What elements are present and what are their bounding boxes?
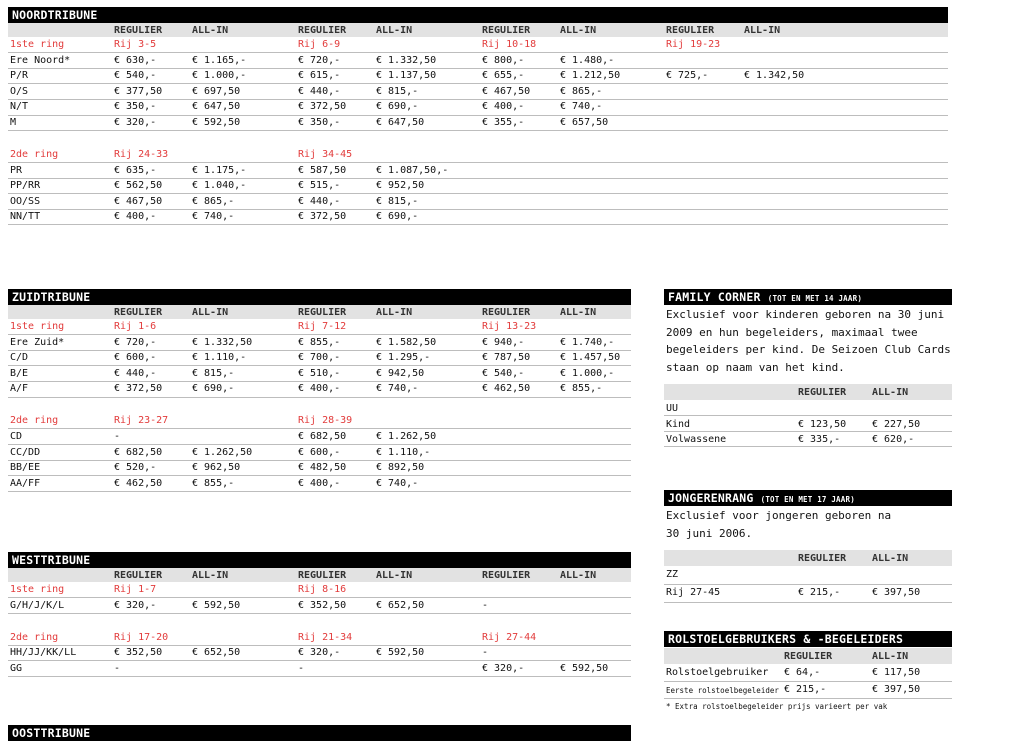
noordtribune-cell: P/R [10,70,29,82]
family-cell: € 123,50 [798,418,847,430]
westtribune-cell: € 652,50 [192,647,241,659]
oosttribune-title: OOSTTRIBUNE [8,725,631,741]
family-cell: Kind [666,418,691,430]
noordtribune-col-header: ALL-IN [744,25,781,36]
westtribune-cell: HH/JJ/KK/LL [10,647,77,659]
noordtribune-cell: € 440,- [298,195,341,207]
zuidtribune-cell: AA/FF [10,477,41,489]
westtribune-cell: - [482,647,489,659]
westtribune-cell: - [114,662,121,674]
noordtribune-row-rule [8,130,948,131]
zuidtribune-col-header: ALL-IN [376,307,413,318]
zuidtribune-col-header: ALL-IN [560,307,597,318]
family-description-line: Exclusief voor kinderen geboren na 30 juni [666,308,945,321]
jongeren-cell: € 397,50 [872,587,921,598]
zuidtribune-cell: CD [10,430,23,442]
noordtribune-cell: € 562,50 [114,180,163,192]
westtribune-col-header: ALL-IN [192,570,229,581]
zuidtribune-cell: € 855,- [192,477,235,489]
zuidtribune-cell: € 482,50 [298,462,347,474]
noordtribune-cell: € 1.212,50 [560,70,621,82]
noordtribune-cell: € 400,- [114,211,157,223]
noordtribune-cell: € 1.137,50 [376,70,437,82]
jongeren-subtitle: (TOT EN MET 17 JAAR) [760,495,855,504]
jongeren-title-text: JONGERENRANG [668,491,754,505]
rolstoel-title-text: ROLSTOELGEBRUIKERS & -BEGELEIDERS [668,632,904,646]
noordtribune-cell: € 1.087,50,- [376,164,449,176]
westtribune-ring-label: Rij 8-16 [298,584,347,595]
noordtribune-cell: OO/SS [10,195,41,207]
noordtribune-cell: € 587,50 [298,164,347,176]
noordtribune-ring-label: Rij 10-18 [482,39,537,50]
westtribune-cell: € 592,50 [560,662,609,674]
noordtribune-cell: € 1.165,- [192,54,247,66]
jongeren-row-rule [664,602,952,603]
zuidtribune-title: ZUIDTRIBUNE [8,289,631,305]
zuidtribune-cell: € 1.295,- [376,352,431,364]
zuidtribune-ring-label: 1ste ring [10,321,65,332]
rolstoel-col-header: REGULIER [784,651,833,662]
westtribune-cell: € 320,- [482,662,525,674]
zuidtribune-cell: € 1.740,- [560,336,615,348]
noordtribune-ring-label: Rij 6-9 [298,39,341,50]
noordtribune-cell: € 1.342,50 [744,70,805,82]
noordtribune-cell: € 1.480,- [560,54,615,66]
zuidtribune-cell: € 1.262,50 [192,446,253,458]
noordtribune-ring-label: Rij 34-45 [298,148,353,160]
noordtribune-cell: € 690,- [376,101,419,113]
family-description-line: 2009 en hun begeleiders, maximaal twee [666,325,918,339]
zuidtribune-ring-label: 2de ring [10,415,59,427]
zuidtribune-col-header: REGULIER [298,307,347,318]
zuidtribune-cell: € 700,- [298,352,341,364]
rolstoel-cell: € 215,- [784,684,827,695]
westtribune-ring-label: Rij 17-20 [114,631,169,643]
zuidtribune-cell: € 1.110,- [192,352,247,364]
noordtribune-cell: € 635,- [114,164,157,176]
noordtribune-cell: € 697,50 [192,85,241,97]
zuidtribune-cell: € 690,- [192,383,235,395]
noordtribune-title: NOORDTRIBUNE [8,7,948,23]
noordtribune-cell: € 592,50 [192,117,241,128]
noordtribune-ring-label: Rij 24-33 [114,148,169,160]
rolstoel-title [664,631,952,647]
noordtribune-cell: € 690,- [376,211,419,223]
zuidtribune-cell: € 372,50 [114,383,163,395]
noordtribune-cell: € 865,- [192,195,235,207]
family-row-rule [664,415,952,416]
family-cell: Volwassene [666,434,727,446]
zuidtribune-cell: € 1.582,50 [376,336,437,348]
zuidtribune-cell: € 1.000,- [560,367,615,379]
zuidtribune-cell: € 1.457,50 [560,352,621,364]
noordtribune-cell: € 815,- [376,85,419,97]
rolstoel-cell: Eerste rolstoelbegeleider [666,686,779,695]
noordtribune-cell: € 372,50 [298,101,347,113]
family-subtitle: (TOT EN MET 14 JAAR) [767,294,863,303]
noordtribune-cell: € 377,50 [114,85,163,97]
rolstoel-cell: € 64,- [784,667,821,678]
zuidtribune-cell: € 720,- [114,336,157,348]
noordtribune-col-header: REGULIER [298,25,347,36]
zuidtribune-cell: € 462,50 [114,477,163,489]
noordtribune-cell: € 467,50 [114,195,163,207]
westtribune-col-header: REGULIER [482,570,531,581]
zuidtribune-cell: B/E [10,367,29,379]
family-col-header: REGULIER [798,387,847,398]
family-title-text: FAMILY CORNER [668,290,761,304]
zuidtribune-ring-label: Rij 13-23 [482,321,537,332]
noordtribune-cell: € 657,50 [560,117,609,128]
zuidtribune-cell: € 600,- [114,352,157,364]
westtribune-col-header: REGULIER [114,570,163,581]
noordtribune-col-header: ALL-IN [560,25,597,36]
noordtribune-cell: € 615,- [298,70,341,82]
noordtribune-cell: PR [10,164,23,176]
noordtribune-cell: € 350,- [298,117,341,128]
noordtribune-cell: € 350,- [114,101,157,113]
noordtribune-cell: € 355,- [482,117,525,128]
rolstoel-cell: Rolstoelgebruiker [666,667,769,678]
zuidtribune-cell: € 682,50 [114,446,163,458]
zuidtribune-cell: A/F [10,383,29,395]
family-row-rule [664,446,952,447]
westtribune-cell: - [298,662,305,674]
noordtribune-cell: € 725,- [666,70,709,82]
jongeren-description-line: 30 juni 2006. [666,526,753,540]
zuidtribune-col-header: ALL-IN [192,307,229,318]
noordtribune-row-rule [8,224,948,225]
zuidtribune-cell: € 1.262,50 [376,430,437,442]
noordtribune-cell: N/T [10,101,29,113]
jongeren-col-header: ALL-IN [872,553,909,564]
noordtribune-cell: NN/TT [10,211,41,223]
westtribune-row-rule [8,676,631,677]
noordtribune-cell: € 720,- [298,54,341,66]
family-description-line: staan op naam van het kind. [666,360,845,374]
noordtribune-cell: € 800,- [482,54,525,66]
zuidtribune-cell: € 510,- [298,367,341,379]
zuidtribune-cell: C/D [10,352,29,364]
zuidtribune-ring-label: Rij 23-27 [114,415,169,427]
noordtribune-cell: € 1.040,- [192,180,247,192]
zuidtribune-ring-label: Rij 1-6 [114,321,157,332]
westtribune-cell: € 320,- [114,599,157,611]
noordtribune-cell: € 372,50 [298,211,347,223]
zuidtribune-cell: € 855,- [298,336,341,348]
westtribune-cell: GG [10,662,23,674]
noordtribune-cell: € 540,- [114,70,157,82]
noordtribune-cell: € 467,50 [482,85,531,97]
noordtribune-col-header: ALL-IN [376,25,413,36]
zuidtribune-cell: € 1.332,50 [192,336,253,348]
westtribune-row-rule [8,660,631,661]
jongeren-cell: ZZ [666,569,679,580]
zuidtribune-cell: € 540,- [482,367,525,379]
noordtribune-col-header: REGULIER [482,25,531,36]
rolstoel-footnote: * Extra rolstoelbegeleider prijs varieert per vak [666,702,888,711]
zuidtribune-cell: € 892,50 [376,462,425,474]
family-cell: € 335,- [798,434,841,446]
jongeren-cell: € 215,- [798,587,841,598]
family-description-line: begeleiders per kind. De Seizoen Club Cards [666,343,951,356]
zuidtribune-cell: € 400,- [298,383,341,395]
westtribune-ring-label: 2de ring [10,631,59,643]
rolstoel-col-header: ALL-IN [872,651,909,662]
jongeren-col-header: REGULIER [798,553,847,564]
westtribune-cell: € 592,50 [376,647,425,659]
noordtribune-cell: € 647,50 [192,101,241,113]
zuidtribune-col-header: REGULIER [482,307,531,318]
westtribune-cell: € 320,- [298,647,341,659]
zuidtribune-row-rule [8,397,631,398]
noordtribune-ring-label: 1ste ring [10,39,65,50]
family-col-header: ALL-IN [872,387,909,398]
noordtribune-cell: O/S [10,85,29,97]
rolstoel-row-rule [664,698,952,699]
zuidtribune-col-header: REGULIER [114,307,163,318]
jongeren-description-line: Exclusief voor jongeren geboren na [666,509,892,522]
family-cell: € 227,50 [872,418,921,430]
westtribune-col-header: ALL-IN [376,570,413,581]
noordtribune-cell: € 865,- [560,85,603,97]
rolstoel-cell: € 117,50 [872,667,921,678]
jongeren-title [664,490,952,506]
family-title [664,289,952,305]
westtribune-cell: G/H/J/K/L [10,599,65,611]
family-cell: € 620,- [872,434,915,446]
zuidtribune-cell: € 940,- [482,336,525,348]
noordtribune-ring-label: Rij 19-23 [666,39,721,50]
noordtribune-cell: € 320,- [114,117,157,128]
westtribune-ring-label: Rij 21-34 [298,631,353,643]
noordtribune-cell: PP/RR [10,180,41,192]
zuidtribune-cell: € 962,50 [192,462,241,474]
family-cell: UU [666,403,679,414]
noordtribune-cell: € 740,- [560,101,603,113]
noordtribune-cell: € 515,- [298,180,341,192]
westtribune-title: WESTTRIBUNE [8,552,631,568]
noordtribune-cell: Ere Noord* [10,54,71,66]
zuidtribune-cell: € 740,- [376,383,419,395]
zuidtribune-cell: € 682,50 [298,430,347,442]
noordtribune-cell: € 1.000,- [192,70,247,82]
zuidtribune-cell: € 1.110,- [376,446,431,458]
zuidtribune-cell: BB/EE [10,462,41,474]
westtribune-cell: € 352,50 [114,647,163,659]
noordtribune-cell: M [10,117,17,128]
zuidtribune-cell: € 740,- [376,477,419,489]
rolstoel-cell: € 397,50 [872,684,921,695]
jongeren-row-rule [664,584,952,585]
westtribune-ring-label: 1ste ring [10,584,65,595]
zuidtribune-cell: € 440,- [114,367,157,379]
noordtribune-col-header: ALL-IN [192,25,229,36]
zuidtribune-cell: - [114,430,121,442]
westtribune-cell: € 352,50 [298,599,347,611]
noordtribune-cell: € 1.175,- [192,164,247,176]
noordtribune-ring-label: Rij 3-5 [114,39,157,50]
rolstoel-row-rule [664,681,952,682]
zuidtribune-cell: € 520,- [114,462,157,474]
zuidtribune-row-rule [8,491,631,492]
zuidtribune-cell: € 942,50 [376,367,425,379]
noordtribune-ring-label: 2de ring [10,148,59,160]
noordtribune-cell: € 952,50 [376,180,425,192]
westtribune-col-header: ALL-IN [560,570,597,581]
noordtribune-cell: € 647,50 [376,117,425,128]
zuidtribune-ring-label: Rij 28-39 [298,415,353,427]
noordtribune-cell: € 740,- [192,211,235,223]
westtribune-ring-label: Rij 27-44 [482,631,537,643]
zuidtribune-cell: € 600,- [298,446,341,458]
zuidtribune-cell: Ere Zuid* [10,336,65,348]
zuidtribune-cell: € 815,- [192,367,235,379]
westtribune-cell: € 592,50 [192,599,241,611]
noordtribune-cell: € 815,- [376,195,419,207]
family-row-rule [664,431,952,432]
westtribune-ring-label: Rij 1-7 [114,584,157,595]
westtribune-cell: - [482,599,489,611]
noordtribune-col-header: REGULIER [666,25,715,36]
noordtribune-cell: € 1.332,50 [376,54,437,66]
noordtribune-cell: € 440,- [298,85,341,97]
noordtribune-cell: € 400,- [482,101,525,113]
zuidtribune-cell: € 400,- [298,477,341,489]
noordtribune-cell: € 630,- [114,54,157,66]
westtribune-row-rule [8,613,631,614]
westtribune-cell: € 652,50 [376,599,425,611]
zuidtribune-ring-label: Rij 7-12 [298,321,347,332]
zuidtribune-cell: € 787,50 [482,352,531,364]
zuidtribune-cell: € 462,50 [482,383,531,395]
noordtribune-cell: € 655,- [482,70,525,82]
zuidtribune-cell: € 855,- [560,383,603,395]
jongeren-cell: Rij 27-45 [666,587,721,598]
zuidtribune-cell: CC/DD [10,446,41,458]
westtribune-col-header: REGULIER [298,570,347,581]
noordtribune-col-header: REGULIER [114,25,163,36]
